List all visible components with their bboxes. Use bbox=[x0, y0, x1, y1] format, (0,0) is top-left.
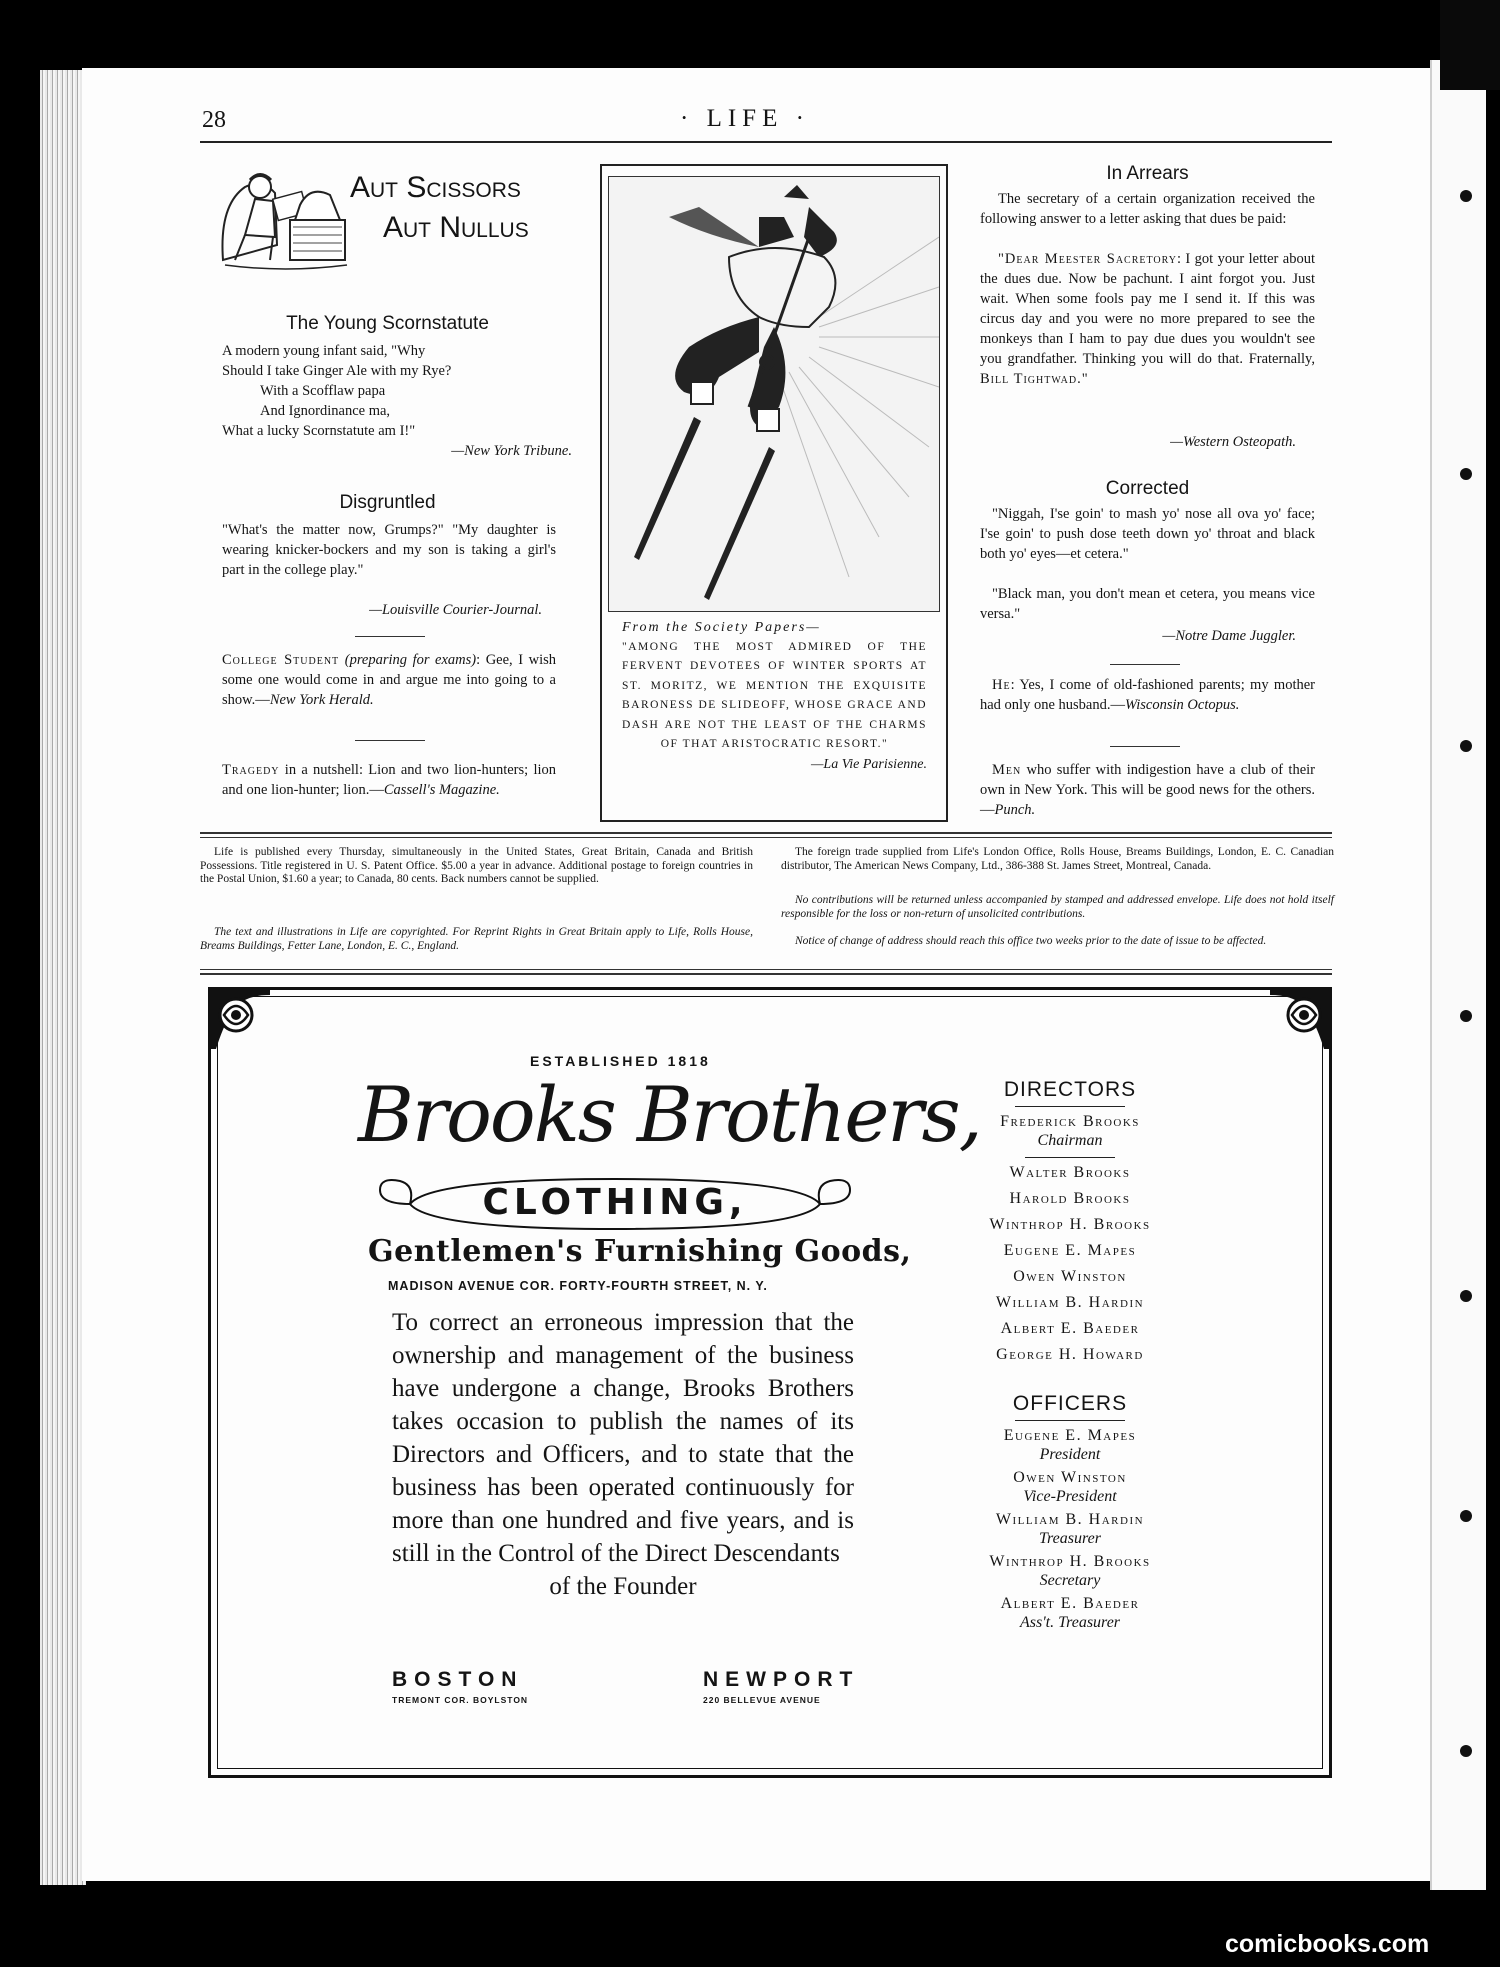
masthead-line-1: Aut Scissors bbox=[350, 171, 521, 204]
ad-body-text bbox=[392, 1306, 854, 1603]
scissors-reader-illustration bbox=[215, 165, 355, 275]
pub-info-right-3: Notice of change of address should reach this office two weeks prior to the date of issue to be affected. bbox=[795, 935, 1267, 947]
arrears-title: In Arrears bbox=[1106, 163, 1189, 184]
pub-info-left-2: The text and illustrations in Life are copyrighted. For Reprint Rights in Great Britain apply to Life, Rolls House, Breams Buildings, Fetter Lane, London, E. C., England. bbox=[200, 926, 753, 952]
poem-line: Should I take Ginger Ale with my Rye? bbox=[222, 363, 452, 379]
poem-line: And Ignordinance ma, bbox=[260, 403, 391, 419]
info-rule-top bbox=[200, 832, 1332, 834]
binding-mark bbox=[1460, 1290, 1472, 1302]
poem-line: What a lucky Scornstatute am I!" bbox=[222, 423, 416, 439]
furnishing-goods-line: Gentlemen's Furnishing Goods, bbox=[368, 1234, 912, 1269]
heading-rule bbox=[1015, 1420, 1125, 1421]
officer-role: Treasurer bbox=[1039, 1530, 1101, 1547]
brand-script: Brooks Brothers, bbox=[358, 1070, 981, 1159]
section-divider bbox=[1110, 746, 1180, 747]
arrears-letter-body: : I got your letter about the dues due. Now be pachunt. I aint forgot you. Just wait. When some fools pay me I send it. If this was circus day and you were no more prepared to see the monkeys than I ham to pay due dues you wouldn't see you grandfather. Thinking you will do that. Fraternally, bbox=[980, 251, 1316, 367]
tragedy-lead: Tragedy bbox=[222, 762, 280, 778]
student-paren: (preparing for exams) bbox=[344, 652, 477, 668]
director-name: Owen Winston bbox=[1013, 1268, 1127, 1285]
masthead-line-2: Aut Nullus bbox=[383, 211, 529, 244]
scornstatute-title: The Young Scornstatute bbox=[286, 313, 489, 334]
officer-role: President bbox=[1039, 1446, 1101, 1463]
officer-role: Vice-President bbox=[1023, 1488, 1117, 1505]
illustration-frame bbox=[600, 164, 948, 822]
he-joke bbox=[980, 675, 1315, 715]
he-source: Wisconsin Octopus. bbox=[1124, 697, 1240, 713]
director-name: Eugene E. Mapes bbox=[1003, 1242, 1137, 1259]
officer-name: Albert E. Baeder bbox=[1000, 1595, 1140, 1612]
arrears-signature: Bill Tightwad." bbox=[980, 371, 1089, 387]
director-name: William B. Hardin bbox=[995, 1294, 1145, 1311]
student-lead: College Student bbox=[222, 652, 340, 668]
newport-address: 220 BELLEVUE AVENUE bbox=[703, 1695, 821, 1705]
pub-info-right-2: No contributions will be returned unless accompanied by stamped and addressed envelope. Life does not hold itself responsible for the loss or non-return of unsolicited contributions. bbox=[781, 894, 1334, 920]
binding-mark bbox=[1460, 740, 1472, 752]
section-divider bbox=[1110, 664, 1180, 665]
section-divider bbox=[355, 636, 425, 637]
scornstatute-source: —New York Tribune. bbox=[451, 443, 572, 459]
caption-body: "AMONG THE MOST ADMIRED OF THE FERVENT DEVOTEES OF WINTER SPORTS AT ST. MORITZ, WE MENTION THE EXQUISITE BARONESS DE SLIDEOFF, WHOSE GRACE AND DASH ARE NOT THE LEAST OF THE CHARMS OF THAT ARISTOCRATIC RESORT." bbox=[622, 640, 927, 750]
officer-name: Winthrop H. Brooks bbox=[989, 1553, 1151, 1570]
director-name: Albert E. Baeder bbox=[1000, 1320, 1140, 1337]
tragedy-text: in a nutshell: Lion and two lion-hunters; lion and one lion-hunter; lion.— bbox=[222, 762, 556, 798]
student-source: New York Herald. bbox=[269, 692, 374, 708]
binding-mark bbox=[1460, 190, 1472, 202]
binding-mark bbox=[1460, 468, 1472, 480]
ad-body-main: To correct an erroneous impression that the ownership and management of the business have undergone a change, Brooks Brothers takes occasion to publish the names of its Directors and Officers, and to state that the business has been operated continuously for more than one hundred and five years, and is still in the Control of the Direct Descendants bbox=[392, 1309, 854, 1567]
caption-source: —La Vie Parisienne. bbox=[810, 756, 927, 772]
officer-role: Ass't. Treasurer bbox=[1019, 1614, 1121, 1631]
corrected-p2: "Black man, you don't mean et cetera, you means vice versa." bbox=[980, 586, 1315, 622]
established-line: ESTABLISHED 1818 bbox=[530, 1053, 711, 1069]
pub-info-right-1: The foreign trade supplied from Life's London Office, Rolls House, Breams Buildings, London, E. C. Canadian distributor, The American News Company, Ltd., 386-388 St. James Street, Montreal, Canada. bbox=[781, 846, 1334, 872]
pub-info-left-1: Life is published every Thursday, simultaneously in the United States, Great Britain, Canada and British Possessions. Title registered in U. S. Patent Office. $5.00 a year in advance. Additional postage to foreign countries in the Postal Union, $1.60 a year; to Canada, 80 cents. Back numbers cannot be supplied. bbox=[200, 846, 753, 885]
corrected-source: —Notre Dame Juggler. bbox=[1162, 628, 1296, 644]
men-source: Punch. bbox=[994, 802, 1036, 818]
ornament-knot-icon bbox=[208, 987, 270, 1049]
info-rule-top-2 bbox=[200, 837, 1332, 838]
director-name: Harold Brooks bbox=[1009, 1190, 1131, 1207]
directors-list bbox=[950, 1078, 1190, 1368]
director-name: Winthrop H. Brooks bbox=[989, 1216, 1151, 1233]
newport-label: NEWPORT bbox=[703, 1668, 860, 1691]
poem-line: A modern young infant said, "Why bbox=[222, 343, 426, 359]
officer-name: Owen Winston bbox=[1013, 1469, 1127, 1486]
book-page-edges bbox=[40, 70, 86, 1885]
scan-corner bbox=[1440, 0, 1500, 90]
director-name: Frederick Brooks bbox=[1000, 1113, 1140, 1130]
clothing-banner bbox=[370, 1175, 860, 1233]
heading-rule bbox=[1025, 1157, 1115, 1158]
binding-mark bbox=[1460, 1510, 1472, 1522]
arrears-source: —Western Osteopath. bbox=[1170, 434, 1296, 450]
officer-name: William B. Hardin bbox=[995, 1511, 1145, 1528]
officers-heading: OFFICERS bbox=[1012, 1392, 1128, 1415]
directors-heading: DIRECTORS bbox=[1003, 1078, 1137, 1101]
director-name: George H. Howard bbox=[996, 1346, 1144, 1363]
officer-name: Eugene E. Mapes bbox=[1003, 1427, 1137, 1444]
section-divider bbox=[355, 740, 425, 741]
disgruntled-source: —Louisville Courier-Journal. bbox=[369, 602, 542, 618]
men-lead: Men bbox=[992, 762, 1022, 778]
student-joke bbox=[222, 650, 556, 710]
he-text: : Yes, I come of old-fashioned parents; my mother had only one husband.— bbox=[980, 677, 1315, 713]
info-rule-bottom bbox=[200, 969, 1332, 970]
illustration-caption bbox=[622, 618, 927, 774]
binding-mark bbox=[1460, 1010, 1472, 1022]
student-text: : Gee, I wish some one would come in and argue me into going to a show.— bbox=[222, 652, 557, 708]
boston-label: BOSTON bbox=[392, 1668, 524, 1691]
tragedy-source: Cassell's Magazine. bbox=[383, 782, 500, 798]
clothing-text: CLOTHING, bbox=[482, 1182, 748, 1223]
tragedy-joke bbox=[222, 760, 556, 800]
arrears-intro: The secretary of a certain organization received the following answer to a letter asking that dues be paid: bbox=[980, 191, 1315, 227]
arrears-letter bbox=[980, 249, 1315, 389]
site-watermark: comicbooks.com bbox=[1225, 1930, 1430, 1958]
caption-intro: From the Society Papers— bbox=[622, 620, 821, 635]
store-address: MADISON AVENUE COR. FORTY-FOURTH STREET, N. Y. bbox=[388, 1279, 768, 1293]
disgruntled-text: "What's the matter now, Grumps?" "My daughter is wearing knicker-bockers and my son is taking a girl's part in the college play." bbox=[222, 522, 556, 578]
adjacent-page-strip bbox=[1430, 60, 1486, 1890]
he-lead: He bbox=[992, 677, 1011, 693]
officer-role: Secretary bbox=[1039, 1572, 1101, 1589]
skier-drawing bbox=[609, 177, 940, 612]
binding-mark bbox=[1460, 1745, 1472, 1757]
header-rule bbox=[200, 141, 1332, 143]
ad-body-last: of the Founder bbox=[549, 1573, 697, 1600]
corrected-p1: "Niggah, I'se goin' to mash yo' nose all ova yo' face; I'se goin' to push dose teeth down yo' throat and black both yo' eyes—et cetera." bbox=[980, 506, 1315, 562]
info-rule-bottom-2 bbox=[200, 973, 1332, 975]
officers-list bbox=[950, 1392, 1190, 1633]
arrears-salutation: "Dear Meester Sacretory bbox=[998, 251, 1177, 267]
director-role: Chairman bbox=[1037, 1132, 1103, 1149]
skier-illustration bbox=[608, 176, 940, 612]
men-joke bbox=[980, 760, 1315, 820]
boston-address: TREMONT COR. BOYLSTON bbox=[392, 1695, 529, 1705]
disgruntled-title: Disgruntled bbox=[339, 492, 436, 513]
corrected-title: Corrected bbox=[1105, 478, 1190, 499]
masthead-logo bbox=[215, 165, 575, 275]
heading-rule bbox=[1015, 1106, 1125, 1107]
scornstatute-poem bbox=[222, 341, 572, 461]
ornament-knot-icon bbox=[1270, 987, 1332, 1049]
running-title: · LIFE · bbox=[680, 105, 810, 132]
poem-line: With a Scofflaw papa bbox=[260, 383, 386, 399]
page-number: 28 bbox=[202, 107, 226, 133]
director-name: Walter Brooks bbox=[1009, 1164, 1131, 1181]
men-text: who suffer with indigestion have a club of their own in New York. This will be good news for the others.— bbox=[980, 762, 1315, 818]
